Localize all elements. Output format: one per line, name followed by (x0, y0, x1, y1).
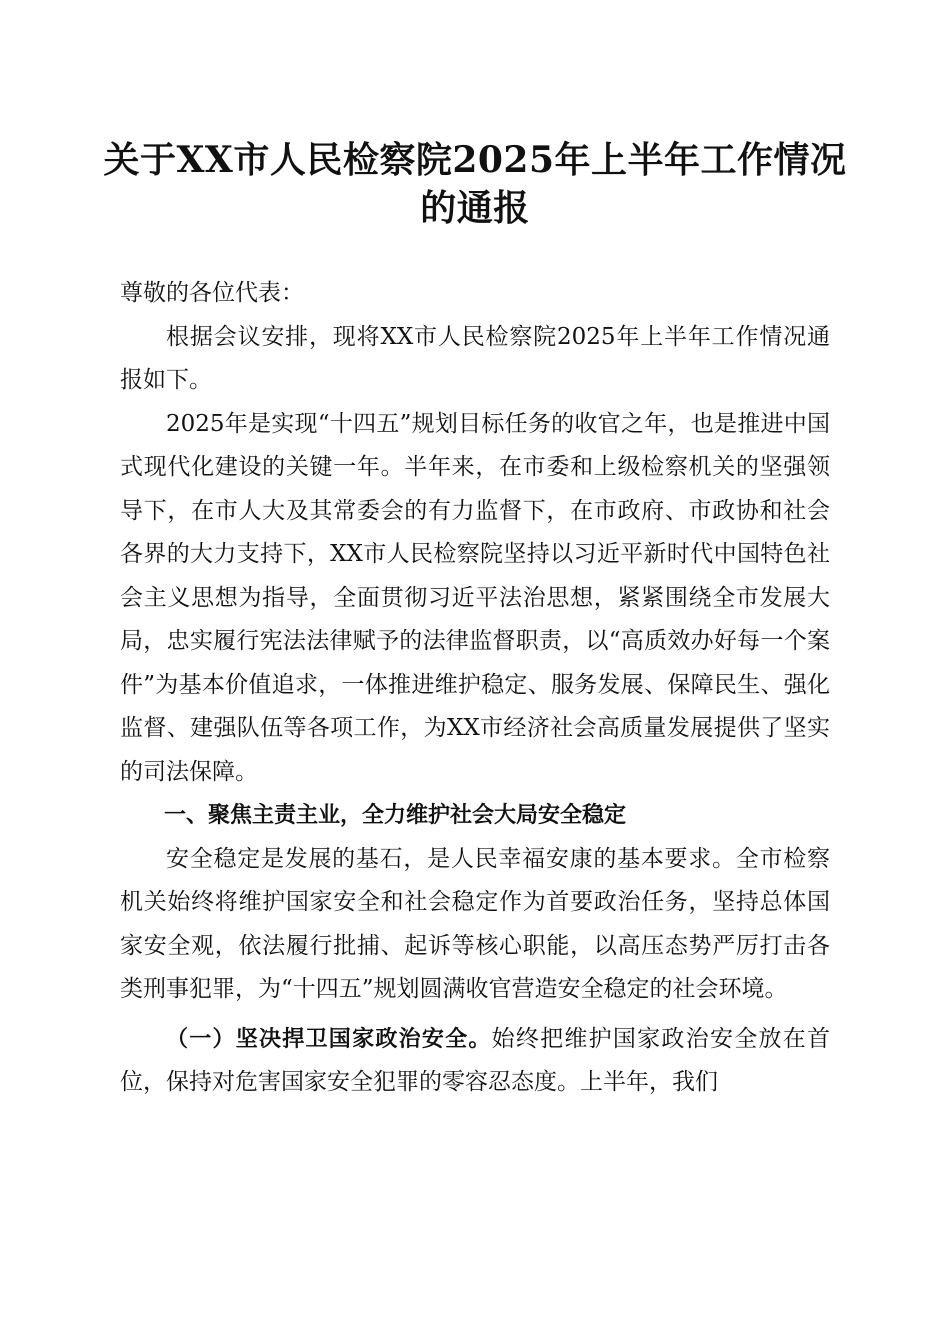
subsection-text: 始终把维护国家政治安全放在首位，保持对危害国家安全犯罪的零容忍态度。上半年，我们 (120, 1025, 830, 1095)
subsection-label: （一）坚决捍卫国家政治安全。 (166, 1026, 492, 1052)
document-title: 关于XX市人民检察院2025年上半年工作情况的通报 (103, 139, 847, 229)
section-heading: 一、聚焦主责主业，全力维护社会大局安全稳定 (164, 803, 627, 828)
document-body (120, 272, 830, 1105)
section-intro-paragraph: 安全稳定是发展的基石，是人民幸福安康的基本要求。全市检察机关始终将维护国家安全和社会稳定作为首要政治任务，坚持总体国家安全观，依法履行批捕、起诉等核心职能，以高压态势严厉打击各类刑事犯罪，为“十四五”规划圆满收官营造安全稳定的社会环境。 (120, 845, 830, 1002)
paragraph-intro: 根据会议安排，现将XX市人民检察院2025年上半年工作情况通报如下。 (120, 323, 830, 393)
paragraph-overview: 2025年是实现“十四五”规划目标任务的收官之年，也是推进中国式现代化建设的关键一年。半年来，在市委和上级检察机关的坚强领导下，在市人大及其常委会的有力监督下，在市政府、市政协和社会各界的大力支持下，XX市人民检察院坚持以习近平新时代中国特色社会主义思想为指导，全面贯彻习近平法治思想，紧紧围绕全市发展大局，忠实履行宪法法律赋予的法律监督职责，以“高质效办好每一个案件”为基本价值追求，一体推进维护稳定、服务发展、保障民生、强化监督、建强队伍等各项工作，为XX市经济社会高质量发展提供了坚实的司法保障。 (120, 410, 830, 785)
subsection-paragraph (120, 1018, 830, 1105)
salutation: 尊敬的各位代表： (120, 280, 304, 306)
